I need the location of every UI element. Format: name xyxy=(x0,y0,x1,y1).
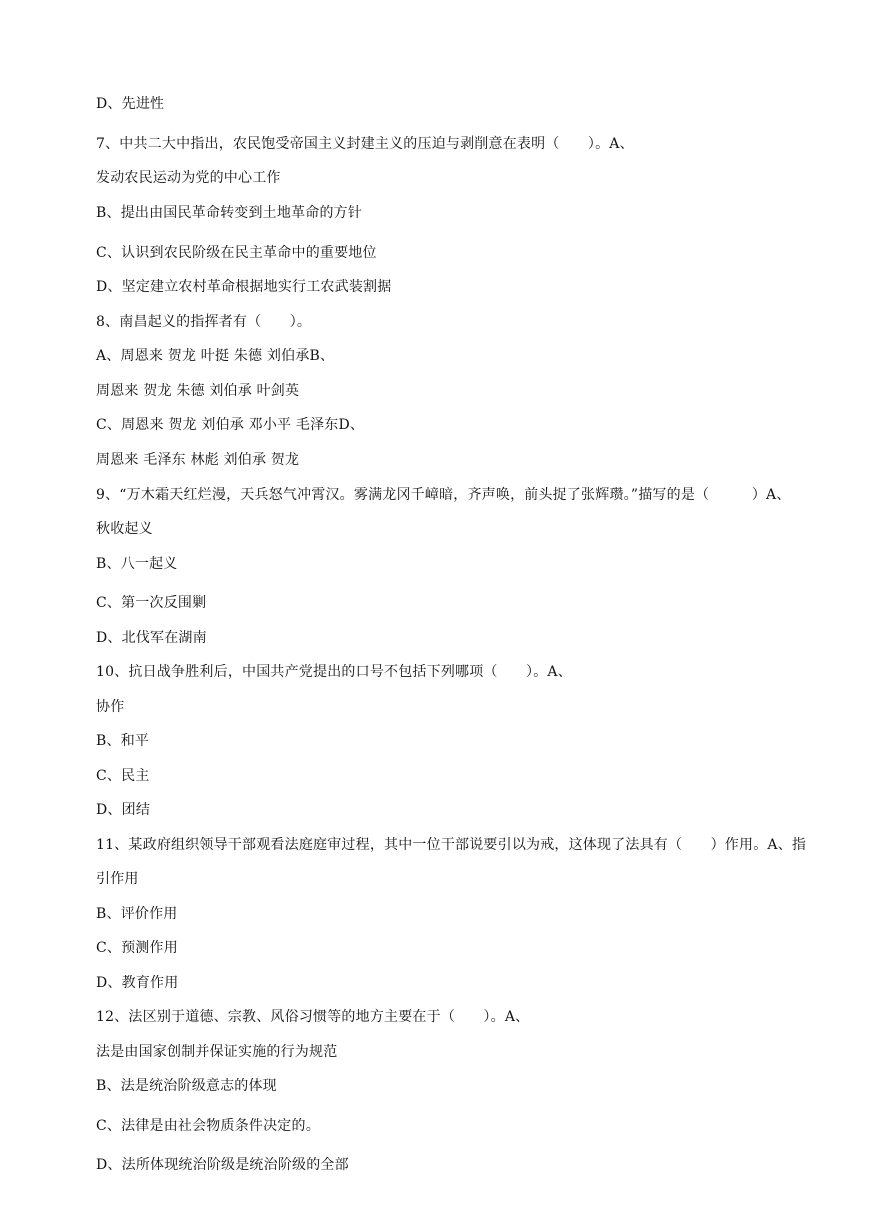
option-7b: B、提出由国民革命转变到土地革命的方针 xyxy=(96,205,363,221)
option-12b: B、法是统治阶级意志的体现 xyxy=(96,1078,277,1094)
option-11b: B、评价作用 xyxy=(96,906,178,922)
question-8: 8、南昌起义的指挥者有（ ）。 xyxy=(96,314,312,330)
option-10a: 协作 xyxy=(96,699,125,715)
option-8d: 周恩来 毛泽东 林彪 刘伯承 贺龙 xyxy=(96,452,300,468)
option-8a: A、周恩来 贺龙 叶挺 朱德 刘伯承B、 xyxy=(96,348,335,364)
option-7a: 发动农民运动为党的中心工作 xyxy=(96,170,281,186)
option-7c: C、认识到农民阶级在民主革命中的重要地位 xyxy=(96,245,377,261)
question-9: 9、“万木霜天红烂漫，天兵怒气冲霄汉。雾满龙冈千嶂暗，齐声唤，前头捉了张辉瓒。”描写的是（ ）A、 xyxy=(96,487,791,503)
option-10b: B、和平 xyxy=(96,733,150,749)
option-8c: C、周恩来 贺龙 刘伯承 邓小平 毛泽东D、 xyxy=(96,417,365,433)
option-12d: D、法所体现统治阶级是统治阶级的全部 xyxy=(96,1157,349,1173)
question-12: 12、法区别于道德、宗教、风俗习惯等的地方主要在于（ ）。A、 xyxy=(96,1009,530,1025)
question-7: 7、中共二大中指出，农民饱受帝国主义封建主义的压迫与剥削意在表明（ ）。A、 xyxy=(96,136,634,152)
option-7d: D、坚定建立农村革命根据地实行工农武装割据 xyxy=(96,279,392,295)
option-12c: C、法律是由社会物质条件决定的。 xyxy=(96,1118,320,1134)
option-11c: C、预测作用 xyxy=(96,940,178,956)
option-12a: 法是由国家创制并保证实施的行为规范 xyxy=(96,1044,338,1060)
option-11d: D、教育作用 xyxy=(96,975,179,991)
option-6d: D、先进性 xyxy=(96,96,165,112)
option-9b: B、八一起义 xyxy=(96,556,178,572)
option-10d: D、团结 xyxy=(96,802,151,818)
option-9a: 秋收起义 xyxy=(96,521,153,537)
question-11: 11、某政府组织领导干部观看法庭庭审过程，其中一位干部说要引以为戒，这体现了法具有（ ）作用。A、指 xyxy=(96,837,807,853)
option-9d: D、北伐军在湖南 xyxy=(96,630,207,646)
option-10c: C、民主 xyxy=(96,768,150,784)
option-8b: 周恩来 贺龙 朱德 刘伯承 叶剑英 xyxy=(96,383,300,399)
question-10: 10、抗日战争胜利后，中国共产党提出的口号不包括下列哪项（ ）。A、 xyxy=(96,664,572,680)
option-11a: 引作用 xyxy=(96,871,139,887)
option-9c: C、第一次反围剿 xyxy=(96,595,207,611)
